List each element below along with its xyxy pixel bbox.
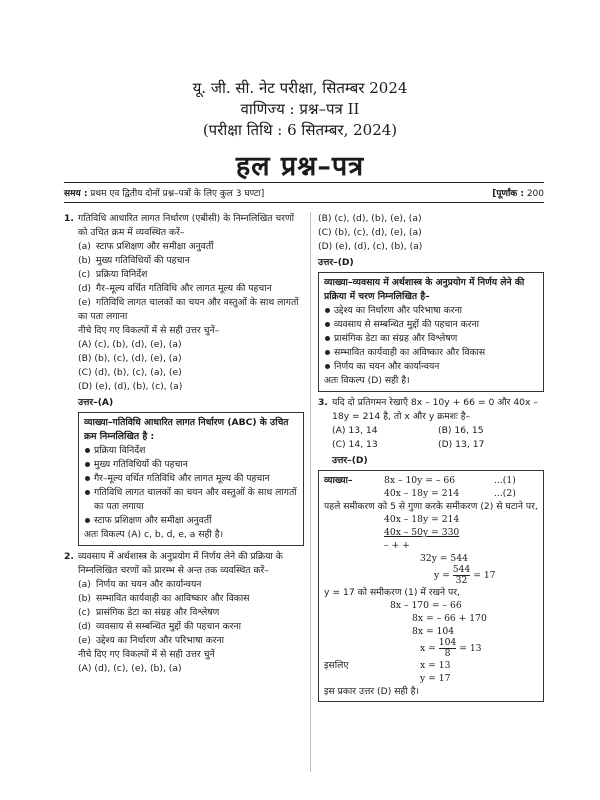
q2-exp-point: व्यवसाय से सम्बन्धित मुद्दों की पहचान करना [324, 318, 538, 332]
q1-choice: (C) (d), (b), (c), (a), (e) [78, 367, 182, 378]
q1-exp-point: स्टाफ प्रशिक्षण और समीक्षा अनुवर्ती [84, 514, 298, 528]
header-line-1: यू. जी. सी. नेट परीक्षा, सितम्बर 2024 [192, 79, 408, 97]
q1-choice: (B) (b), (c), (d), (e), (a) [78, 353, 182, 364]
q3-number: 3. [318, 397, 328, 408]
header-line-2: वाणिज्य : प्रश्न–पत्र II [240, 100, 360, 118]
right-column [318, 212, 544, 706]
q3-x-result: x = $\frac{104}{8}$ = 13 [420, 637, 482, 659]
q1-answer: उत्तर–(A) [78, 397, 114, 408]
marks-value: 200 [526, 189, 544, 199]
time-text: प्रथम एव द्वितीय दोनों प्रश्न–पत्रों के लिए कुल 3 घण्टा] [90, 189, 265, 199]
q1-prompt: नीचे दिए गए विकल्पों में से सही उत्तर चुनें– [78, 325, 220, 336]
q2-text: व्यवसाय में अर्थशास्त्र के अनुप्रयोग में निर्णय लेने की प्रक्रिया के निम्नलिखित चरणों को प्रारम्भ से अन्त तक व्यवस्थित करें– [78, 551, 283, 576]
q3-step2: y = 17 को समीकरण (1) में रखने पर, [324, 587, 460, 598]
q1-item: (d) गैर–मूल्य वर्धित गतिविधि और लागत मूल्य की पहचान [78, 283, 272, 294]
q2-choice: (C) (b), (c), (d), (e), (a) [318, 227, 422, 238]
column-divider [310, 212, 311, 772]
question-1 [64, 212, 304, 240]
q1-text: गतिविधि आधारित लागत निर्धारण (एबीसी) के निम्नलिखित चरणों को उचित क्रम में व्यवस्थित करें– [78, 213, 295, 238]
header-line-3: (परीक्षा तिथि : 6 सितम्बर, 2024) [202, 121, 398, 139]
q3-s4: 32y = 544 [420, 553, 468, 564]
q2-number: 2. [64, 551, 74, 562]
q3-t3: 8x = 104 [412, 626, 455, 637]
q3-t2: 8x = – 66 + 170 [412, 613, 487, 624]
q3-y-result: y = $\frac{544}{32}$ = 17 [434, 564, 496, 586]
q3-answer: उत्तर–(D) [332, 455, 368, 466]
q1-item: (a) स्टाफ प्रशिक्षण और समीक्षा अनुवर्ती [78, 241, 214, 252]
q2-answer: उत्तर–(D) [318, 257, 354, 268]
q2-choice: (A) (d), (c), (e), (b), (a) [78, 663, 182, 674]
left-column [64, 212, 304, 676]
q1-exp-point: गतिविधि लागत चालकों का चयन और वस्तुओं के साथ लागतों का पता लगाया [84, 486, 298, 514]
q3-s1: 40x – 18y = 214 [384, 514, 460, 525]
q3-r2: y = 17 [420, 673, 451, 684]
q1-exp-end: अतः विकल्प (A) c, b, d, e, a सही है। [84, 529, 224, 540]
q3-s2: 40x – 50y = 330 [384, 527, 460, 538]
q3-r1: x = 13 [420, 660, 451, 671]
meta-line [64, 186, 544, 199]
q3-eq2: 40x – 18y = 214 [384, 488, 460, 499]
q1-exp-point: गैर–मूल्य वर्धित गतिविधि और लागत मूल्य की पहचान [84, 472, 298, 486]
q3-hence: इसलिए [324, 660, 349, 671]
q1-exp-point: मुख्य गतिविधियों की पहचान [84, 458, 298, 472]
q3-choice: (C) 14, 13 [332, 439, 378, 450]
q3-step1: पहले समीकरण को 5 से गुणा करके समीकरण (2) से घटाने पर, [324, 501, 538, 512]
question-2 [64, 550, 304, 578]
q2-choice: (D) (e), (d), (c), (b), (a) [318, 241, 423, 252]
q3-eq2-ref: ...(2) [494, 488, 516, 499]
q1-item: (c) प्रक्रिया विनिर्देश [78, 269, 148, 280]
q1-choice: (A) (c), (b), (d), (e), (a) [78, 339, 182, 350]
q2-item: (d) व्यवसाय से सम्बन्धित मुद्दों की पहचान करना [78, 621, 241, 632]
q2-item: (e) उद्देश्य का निर्धारण और परिभाषा करना [78, 635, 224, 646]
page-title: हल प्रश्न–पत्र [235, 151, 365, 182]
q3-y-fraction: $\frac{544}{32}$ [452, 564, 471, 586]
q2-exp-point: प्रासंगिक डेटा का संग्रह और विश्लेषण [324, 332, 538, 346]
divider-bottom [64, 202, 544, 203]
q1-item: (b) मुख्य गतिविधियों की पहचान [78, 255, 190, 266]
q2-exp-end: अतः विकल्प (D) सही है। [324, 375, 410, 386]
q2-item: (a) निर्णय का चयन और कार्यान्वयन [78, 579, 202, 590]
q2-choice: (B) (c), (d), (b), (e), (a) [318, 213, 422, 224]
q3-explanation [318, 470, 544, 702]
q1-choice: (D) (e), (d), (b), (c), (a) [78, 381, 183, 392]
q2-exp-point: निर्णय का चयन और कार्यान्वयन [324, 360, 538, 374]
divider-top [64, 182, 544, 183]
q3-s3: – + + [384, 540, 410, 551]
q1-number: 1. [64, 213, 74, 224]
q1-explanation [78, 412, 304, 546]
time-label: समय : [64, 189, 88, 199]
q3-eq1-ref: ...(1) [494, 475, 516, 486]
q1-exp-point: प्रक्रिया विनिर्देश [84, 444, 298, 458]
q3-x-fraction: $\frac{104}{8}$ [438, 637, 457, 659]
q2-item: (b) सम्भावित कार्यवाही का आविष्कार और विकास [78, 593, 250, 604]
q1-item: (e) गतिविधि लागत चालकों का चयन और वस्तुओं के साथ लागतों का पता लगाना [78, 297, 299, 322]
marks-label: [पूर्णांक : [492, 189, 524, 199]
q2-exp-head: व्याख्या–व्यवसाय में अर्थशास्त्र के अनुप्रयोग में निर्णय लेने की प्रक्रिया में चरण निम्नलिखित है– [324, 277, 525, 302]
q3-choice: (D) 13, 17 [438, 439, 485, 450]
q3-choice: (A) 13, 14 [332, 425, 378, 436]
q3-t1: 8x – 170 = – 66 [390, 600, 462, 611]
q3-end: इस प्रकार उत्तर (D) सही है। [324, 686, 419, 697]
q3-text: यदि दो प्रतिगमन रेखाएँ 8x – 10y + 66 = 0 और 40x – 18y = 214 है, तो x और y क्रमशः है– [332, 397, 538, 422]
q1-exp-head: व्याख्या–गतिविधि आधारित लागत निर्धारण (ABC) के उचित क्रम निम्नलिखित है : [84, 417, 289, 442]
q3-eq1: 8x – 10y = – 66 [384, 475, 456, 486]
q3-exp-label: व्याख्या– [324, 475, 353, 486]
q3-choices [318, 424, 544, 452]
q2-explanation [318, 272, 544, 392]
q2-exp-point: उद्देश्य का निर्धारण और परिभाषा करना [324, 304, 538, 318]
q2-exp-point: सम्भावित कार्यवाही का अविष्कार और विकास [324, 346, 538, 360]
q3-choice: (B) 16, 15 [438, 425, 484, 436]
question-3 [318, 396, 544, 424]
q2-prompt: नीचे दिए गए विकल्पों में से सही उत्तर चुनें [78, 649, 215, 660]
exam-header [0, 78, 600, 141]
q2-item: (c) प्रासंगिक डेटा का संग्रह और विश्लेषण [78, 607, 220, 618]
